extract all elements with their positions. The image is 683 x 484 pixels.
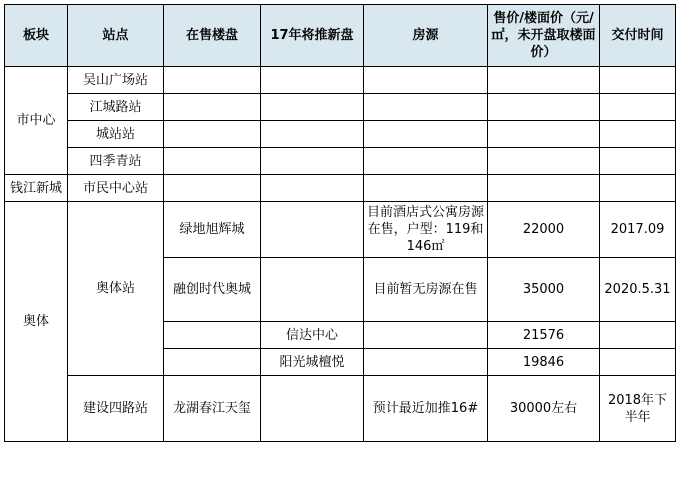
station-cell: 市民中心站 [68, 175, 164, 202]
on-sale-cell: 龙湖春江天玺 [164, 376, 261, 442]
price-cell: 35000 [488, 258, 600, 322]
table-row [5, 175, 676, 202]
source-cell: 预计最近加推16# [364, 376, 488, 442]
new-2017-cell: 信达中心 [261, 322, 364, 349]
header-row [5, 5, 676, 67]
header-on-sale: 在售楼盘 [164, 5, 261, 67]
source-cell: 目前酒店式公寓房源在售，户型：119和146㎡ [364, 202, 488, 258]
table-row [5, 67, 676, 94]
table-row [5, 121, 676, 148]
station-cell: 奥体站 [68, 202, 164, 376]
delivery-cell: 2020.5.31 [600, 258, 676, 322]
header-source: 房源 [364, 5, 488, 67]
header-delivery: 交付时间 [600, 5, 676, 67]
new-2017-cell: 阳光城檀悦 [261, 349, 364, 376]
header-price: 售价/楼面价（元/㎡，未开盘取楼面价） [488, 5, 600, 67]
table-row [5, 376, 676, 442]
header-new-2017: 17年将推新盘 [261, 5, 364, 67]
table-row [5, 202, 676, 258]
property-table-container [4, 4, 676, 442]
header-sector: 板块 [5, 5, 68, 67]
table-row [5, 94, 676, 121]
price-cell: 21576 [488, 322, 600, 349]
table-row [5, 148, 676, 175]
price-cell: 22000 [488, 202, 600, 258]
group-cell: 市中心 [5, 67, 68, 175]
group-cell: 钱江新城 [5, 175, 68, 202]
delivery-cell: 2018年下半年 [600, 376, 676, 442]
on-sale-cell: 绿地旭辉城 [164, 202, 261, 258]
header-station: 站点 [68, 5, 164, 67]
station-cell: 江城路站 [68, 94, 164, 121]
on-sale-cell: 融创时代奥城 [164, 258, 261, 322]
price-cell: 30000左右 [488, 376, 600, 442]
station-cell: 城站站 [68, 121, 164, 148]
property-table [4, 4, 676, 442]
price-cell: 19846 [488, 349, 600, 376]
station-cell: 吴山广场站 [68, 67, 164, 94]
delivery-cell: 2017.09 [600, 202, 676, 258]
station-cell: 建设四路站 [68, 376, 164, 442]
group-cell: 奥体 [5, 202, 68, 442]
station-cell: 四季青站 [68, 148, 164, 175]
source-cell: 目前暂无房源在售 [364, 258, 488, 322]
